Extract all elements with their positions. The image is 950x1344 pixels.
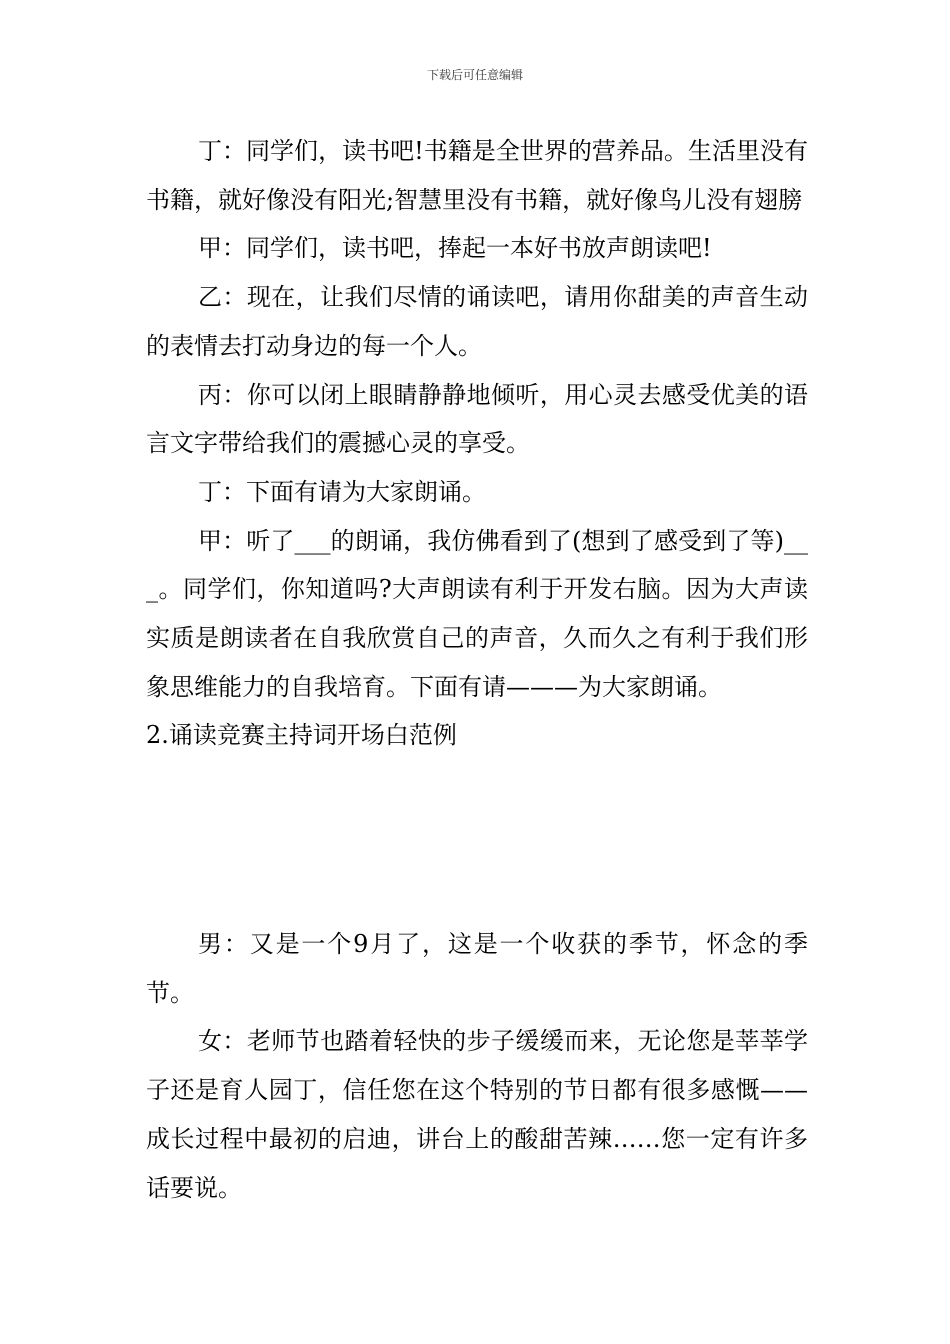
paragraph: 丁：下面有请为大家朗诵。	[198, 477, 486, 506]
paragraph: 女：老师节也踏着轻快的步子缓缓而来，无论您是莘莘学子还是育人园丁，信任您在这个特别的节日都有很多感慨——成长过程中最初的启迪，讲台上的酸甜苦辣……您一定有许多话要说。	[146, 1027, 808, 1202]
paragraph: 丙：你可以闭上眼睛静静地倾听，用心灵去感受优美的语言文字带给我们的震撼心灵的享受。	[146, 380, 808, 458]
document-body-part1	[146, 127, 808, 760]
paragraph: 男：又是一个9月了，这是一个收获的季节，怀念的季节。	[146, 930, 808, 1007]
header-note: 下载后可任意编辑	[426, 68, 523, 82]
document-body-part2	[146, 920, 808, 1212]
paragraph: 甲：同学们，读书吧，捧起一本好书放声朗读吧!	[198, 234, 712, 263]
section-heading: 2.诵读竞赛主持词开场白范例	[146, 721, 457, 750]
paragraph: 乙：现在，让我们尽情的诵读吧，请用你甜美的声音生动的表情去打动身边的每一个人。	[146, 283, 808, 360]
paragraph: 丁：同学们，读书吧!书籍是全世界的营养品。生活里没有书籍，就好像没有阳光;智慧里没有书籍，就好像鸟儿没有翅膀	[146, 137, 808, 214]
paragraph: 甲：听了___的朗诵，我仿佛看到了(想到了感受到了等)___。同学们，你知道吗?大声朗读有利于开发右脑。因为大声读实质是朗读者在自我欣赏自己的声音，久而久之有利于我们形象思维能力的自我培育。下面有请———为大家朗诵。	[146, 526, 808, 701]
